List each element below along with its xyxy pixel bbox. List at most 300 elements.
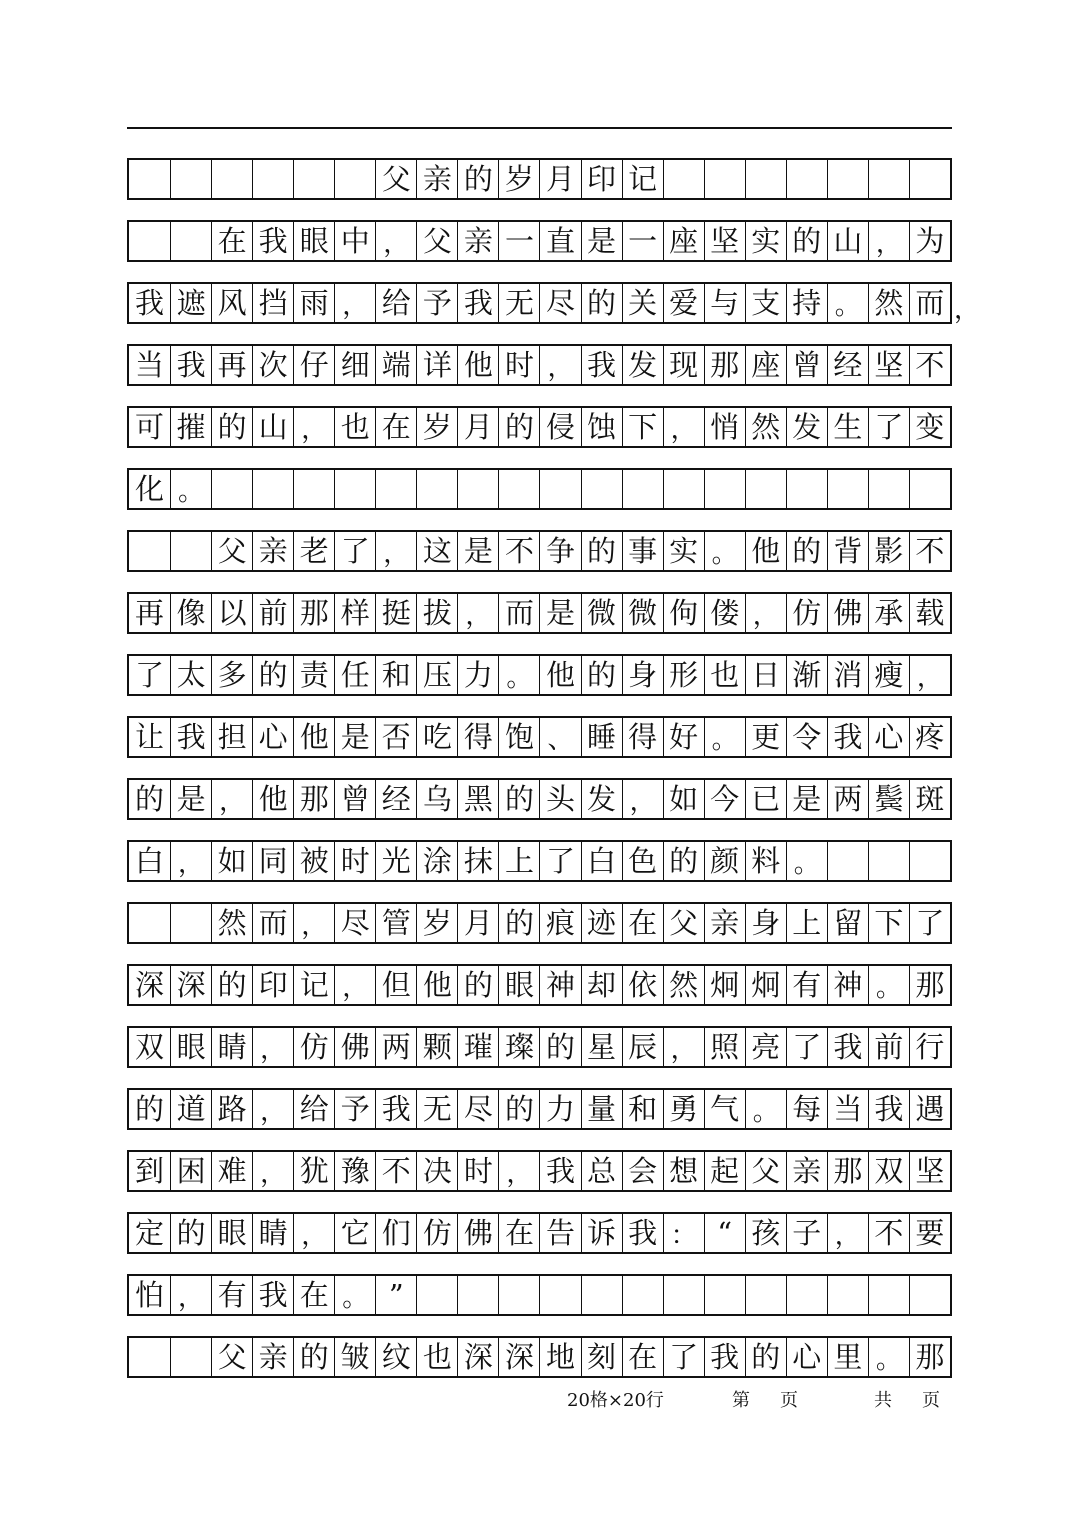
grid-cell: 的: [786, 532, 827, 570]
grid-cell: 身: [622, 656, 663, 694]
grid-cell: 今: [704, 780, 745, 818]
grid-cell: 斑: [909, 780, 950, 818]
grid-cell: 压: [416, 656, 457, 694]
grid-cell: 皱: [334, 1338, 375, 1376]
grid-cell: 被: [293, 842, 334, 880]
grid-cell: 豫: [334, 1152, 375, 1190]
grid-cell: 黑: [457, 780, 498, 818]
grid-cell: ，: [375, 532, 416, 570]
grid-cell: 是: [170, 780, 211, 818]
grid-cell: 微: [622, 594, 663, 632]
grid-cell: 经: [827, 346, 868, 384]
grid-cell: 吃: [416, 718, 457, 756]
grid-cell: [868, 842, 909, 880]
grid-cell: ，: [663, 1028, 704, 1066]
grid-cell: 拔: [416, 594, 457, 632]
grid-cell: 座: [663, 222, 704, 260]
grid-cell: 一: [622, 222, 663, 260]
grid-cell: 总: [581, 1152, 622, 1190]
grid-cell: 给: [293, 1090, 334, 1128]
grid-cell: 山: [827, 222, 868, 260]
grid-cell: 岁: [498, 160, 539, 198]
grid-cell: 了: [663, 1338, 704, 1376]
grid-cell: 上: [786, 904, 827, 942]
grid-cell: 否: [375, 718, 416, 756]
grid-cell: 色: [622, 842, 663, 880]
grid-cell: [909, 1276, 950, 1314]
grid-cell: 尽: [539, 284, 580, 322]
grid-cell: 样: [334, 594, 375, 632]
grid-cell: 中: [334, 222, 375, 260]
grid-cell: 路: [211, 1090, 252, 1128]
grid-cell: 为: [909, 222, 950, 260]
grid-cell: 时: [498, 346, 539, 384]
grid-cell: 孩: [745, 1214, 786, 1252]
grid-cell: 记: [293, 966, 334, 1004]
grid-cell: [827, 160, 868, 198]
grid-cell: 涂: [416, 842, 457, 880]
grid-cell: 行: [909, 1028, 950, 1066]
grid-cell: [129, 904, 170, 942]
grid-cell: 想: [663, 1152, 704, 1190]
grid-cell: 的: [498, 1090, 539, 1128]
grid-cell: 白: [135, 843, 165, 878]
grid-cell: 。: [334, 1276, 375, 1314]
grid-cell: 要: [909, 1214, 950, 1252]
grid-cell: 细: [334, 346, 375, 384]
grid-cell: 怕: [135, 1277, 165, 1312]
grid-cell: ，: [663, 408, 704, 446]
grid-cell: 依: [622, 966, 663, 1004]
page-label-prefix: 第: [732, 1390, 750, 1411]
grid-cell: 一: [498, 222, 539, 260]
grid-cell: [334, 160, 375, 198]
grid-cell: 予: [334, 1090, 375, 1128]
grid-cell: 得: [457, 718, 498, 756]
grid-row: [127, 1212, 952, 1254]
grid-cell: 我: [375, 1090, 416, 1128]
grid-cell: 的: [663, 842, 704, 880]
grid-cell: 亲: [457, 222, 498, 260]
grid-cell: 仿: [786, 594, 827, 632]
grid-row: [127, 406, 952, 448]
grid-cell: 在: [293, 1276, 334, 1314]
grid-cell: ，: [252, 1028, 293, 1066]
grid-cell: 每: [786, 1090, 827, 1128]
grid-cell: 记: [622, 160, 663, 198]
grid-cell: 白: [581, 842, 622, 880]
grid-cell: 当: [827, 1090, 868, 1128]
grid-cell: [498, 470, 539, 508]
grid-cell: 犹: [293, 1152, 334, 1190]
grid-cell: 偻: [704, 594, 745, 632]
grid-cell: 印: [252, 966, 293, 1004]
grid-cell: 起: [704, 1152, 745, 1190]
grid-cell: 坚: [704, 222, 745, 260]
grid-cell: 颗: [416, 1028, 457, 1066]
grid-cell: ，: [498, 1152, 539, 1190]
grid-row: [127, 902, 952, 944]
grid-cell: 不: [868, 1214, 909, 1252]
grid-cell: 神: [539, 966, 580, 1004]
grid-cell: 了: [539, 842, 580, 880]
grid-cell: 雨: [293, 284, 334, 322]
grid-cell: 化: [135, 471, 165, 506]
grid-cell: 父: [745, 1152, 786, 1190]
grid-cell: ，: [293, 408, 334, 446]
grid-cell: 而: [498, 594, 539, 632]
grid-cell: [868, 1276, 909, 1314]
grid-cell: 量: [581, 1090, 622, 1128]
grid-cell: ，: [293, 904, 334, 942]
grid-cell: 实: [663, 532, 704, 570]
grid-cell: 的: [498, 904, 539, 942]
grid-cell: 。: [704, 718, 745, 756]
grid-cell: 次: [252, 346, 293, 384]
grid-cell: 如: [211, 842, 252, 880]
grid-cell: [909, 842, 950, 880]
grid-cell: [827, 1276, 868, 1314]
grid-cell: 我: [252, 1276, 293, 1314]
grid-cell: 。: [868, 1338, 909, 1376]
grid-cell: ，: [170, 1276, 211, 1314]
grid-cell: 、: [539, 718, 580, 756]
grid-cell: 我: [827, 1028, 868, 1066]
grid-cell: 侵: [539, 408, 580, 446]
grid-cell: 父: [663, 904, 704, 942]
grid-cell: [129, 1338, 170, 1376]
grid-cell: 变: [909, 408, 950, 446]
grid-cell: 照: [704, 1028, 745, 1066]
grid-cell: 佛: [827, 594, 868, 632]
grid-cell: ，: [622, 780, 663, 818]
grid-cell: 告: [539, 1214, 580, 1252]
grid-row: [127, 840, 952, 882]
grid-cell: 亲: [252, 1338, 293, 1376]
grid-cell: 双: [135, 1029, 165, 1064]
grid-cell: [375, 470, 416, 508]
grid-cell: 会: [622, 1152, 663, 1190]
grid-cell: 两: [827, 780, 868, 818]
manuscript-grid: [127, 158, 981, 1398]
grid-cell: 父: [375, 160, 416, 198]
grid-cell: ，: [375, 222, 416, 260]
grid-cell: 炯: [745, 966, 786, 1004]
grid-cell: [868, 470, 909, 508]
grid-cell: 了: [868, 408, 909, 446]
grid-cell: ，: [868, 222, 909, 260]
grid-cell: 在: [622, 1338, 663, 1376]
grid-cell: 。: [498, 656, 539, 694]
grid-cell: 了: [786, 1028, 827, 1066]
grid-cell: 前: [868, 1028, 909, 1066]
grid-cell: 的: [457, 160, 498, 198]
grid-cell: 却: [581, 966, 622, 1004]
grid-cell: 给: [375, 284, 416, 322]
grid-cell: 子: [786, 1214, 827, 1252]
grid-cell: 睛: [252, 1214, 293, 1252]
grid-cell: 然: [868, 284, 909, 322]
grid-cell: ，: [211, 780, 252, 818]
grid-cell: 悄: [704, 408, 745, 446]
grid-cell: 尽: [334, 904, 375, 942]
grid-cell: 。: [170, 470, 211, 508]
grid-cell: 的: [293, 1338, 334, 1376]
grid-cell: 是: [581, 222, 622, 260]
grid-cell: 载: [909, 594, 950, 632]
grid-row: [127, 716, 952, 758]
grid-cell: [704, 470, 745, 508]
grid-cell: [704, 160, 745, 198]
grid-cell: ，: [745, 594, 786, 632]
grid-cell: 。: [786, 842, 827, 880]
total-label-prefix: 共: [874, 1390, 892, 1411]
grid-cell: 迹: [581, 904, 622, 942]
grid-cell: 心: [868, 718, 909, 756]
grid-cell: 佝: [663, 594, 704, 632]
grid-cell: 承: [868, 594, 909, 632]
grid-cell: [581, 470, 622, 508]
grid-cell: 如: [663, 780, 704, 818]
grid-cell: [786, 470, 827, 508]
grid-cell: 那: [827, 1152, 868, 1190]
grid-cell: 不: [909, 346, 950, 384]
grid-cell: 任: [334, 656, 375, 694]
grid-cell: [786, 1276, 827, 1314]
grid-cell: 山: [252, 408, 293, 446]
grid-cell: 然: [745, 408, 786, 446]
grid-cell: 背: [827, 532, 868, 570]
grid-cell: ，: [334, 284, 375, 322]
grid-cell: 日: [745, 656, 786, 694]
grid-cell: 的: [170, 1214, 211, 1252]
grid-cell: 的: [211, 408, 252, 446]
grid-cell: 不: [909, 532, 950, 570]
grid-cell: [457, 470, 498, 508]
grid-row: [127, 282, 981, 325]
grid-cell: 父: [211, 1338, 252, 1376]
grid-cell: 实: [745, 222, 786, 260]
grid-cell: 在: [498, 1214, 539, 1252]
grid-cell: 的: [135, 1091, 165, 1126]
grid-row: [127, 1336, 952, 1378]
grid-cell: 眼: [498, 966, 539, 1004]
grid-cell: 我: [868, 1090, 909, 1128]
grid-cell: 了: [909, 904, 950, 942]
grid-cell: 无: [498, 284, 539, 322]
grid-cell: 前: [252, 594, 293, 632]
grid-cell: 们: [375, 1214, 416, 1252]
grid-cell: 再: [211, 346, 252, 384]
grid-cell: 下: [622, 408, 663, 446]
grid-cell: 亲: [704, 904, 745, 942]
grid-cell: 两: [375, 1028, 416, 1066]
grid-cell: 。: [704, 532, 745, 570]
grid-cell: “: [704, 1214, 745, 1252]
grid-cell: 形: [663, 656, 704, 694]
grid-cell: [909, 160, 950, 198]
grid-cell: 辰: [622, 1028, 663, 1066]
grid-cell: 那: [909, 966, 950, 1004]
grid-cell: 留: [827, 904, 868, 942]
grid-cell: [868, 160, 909, 198]
grid-cell: 地: [539, 1338, 580, 1376]
grid-cell: 争: [539, 532, 580, 570]
grid-cell: 岁: [416, 408, 457, 446]
grid-cell: 的: [211, 966, 252, 1004]
grid-cell: 渐: [786, 656, 827, 694]
grid-cell: 那: [909, 1338, 950, 1376]
grid-cell: 的: [457, 966, 498, 1004]
grid-cell: 父: [416, 222, 457, 260]
grid-cell: 璀: [457, 1028, 498, 1066]
grid-cell: 是: [457, 532, 498, 570]
grid-cell: [170, 904, 211, 942]
grid-cell: 鬓: [868, 780, 909, 818]
grid-cell: 与: [704, 284, 745, 322]
grid-cell: 那: [293, 780, 334, 818]
grid-cell: 了: [334, 532, 375, 570]
grid-cell: 刻: [581, 1338, 622, 1376]
grid-cell: 仿: [416, 1214, 457, 1252]
grid-cell: [170, 532, 211, 570]
grid-cell: ”: [375, 1276, 416, 1314]
grid-cell: 的: [581, 532, 622, 570]
grid-cell: 我: [622, 1214, 663, 1252]
grid-cell: 然: [211, 904, 252, 942]
grid-cell: [129, 532, 170, 570]
grid-cell: 里: [827, 1338, 868, 1376]
grid-cell: [211, 470, 252, 508]
grid-cell: 仿: [293, 1028, 334, 1066]
grid-cell: 身: [745, 904, 786, 942]
grid-cell: 发: [786, 408, 827, 446]
grid-cell: 和: [375, 656, 416, 694]
grid-cell: 纹: [375, 1338, 416, 1376]
grid-cell: 也: [334, 408, 375, 446]
grid-row: [127, 592, 952, 634]
grid-cell: 我: [581, 346, 622, 384]
grid-cell: 亮: [745, 1028, 786, 1066]
grid-cell: 我: [704, 1338, 745, 1376]
grid-cell: 是: [786, 780, 827, 818]
grid-cell: 挡: [252, 284, 293, 322]
grid-cell: [170, 1338, 211, 1376]
grid-cell: [170, 222, 211, 260]
page-label-suffix: 页: [780, 1390, 798, 1411]
grid-cell: 支: [745, 284, 786, 322]
grid-cell: 发: [581, 780, 622, 818]
grid-cell: ，: [539, 346, 580, 384]
grid-cell: 在: [211, 222, 252, 260]
grid-cell: 有: [786, 966, 827, 1004]
grid-cell: 多: [211, 656, 252, 694]
grid-cell: 的: [498, 408, 539, 446]
grid-cell: 我: [135, 285, 165, 320]
grid-cell: 气: [704, 1090, 745, 1128]
grid-cell: 道: [170, 1090, 211, 1128]
grid-cell: 时: [334, 842, 375, 880]
grid-row: [127, 158, 952, 200]
grid-cell: 诉: [581, 1214, 622, 1252]
grid-cell: 生: [827, 408, 868, 446]
grid-row: [127, 220, 952, 262]
grid-cell: 父: [211, 532, 252, 570]
total-label-suffix: 页: [922, 1390, 940, 1411]
grid-row: [127, 778, 952, 820]
grid-cell: 遮: [170, 284, 211, 322]
grid-cell: 。: [868, 966, 909, 1004]
grid-cell: 头: [539, 780, 580, 818]
grid-cell: 到: [135, 1153, 165, 1188]
grid-cell: [745, 470, 786, 508]
grid-row: [127, 964, 952, 1006]
grid-cell: 炯: [704, 966, 745, 1004]
grid-cell: 料: [745, 842, 786, 880]
grid-cell: 的: [539, 1028, 580, 1066]
grid-cell: [416, 470, 457, 508]
grid-cell: [211, 160, 252, 198]
grid-row: [127, 654, 952, 696]
grid-cell: [252, 470, 293, 508]
grid-cell: 挺: [375, 594, 416, 632]
grid-cell: 上: [498, 842, 539, 880]
grid-cell: 睡: [581, 718, 622, 756]
grid-cell: 仔: [293, 346, 334, 384]
grid-cell: 的: [252, 656, 293, 694]
grid-cell: 在: [622, 904, 663, 942]
grid-cell: 岁: [416, 904, 457, 942]
grid-cell: 再: [135, 595, 165, 630]
grid-cell: 详: [416, 346, 457, 384]
grid-cell: 颜: [704, 842, 745, 880]
grid-cell: ，: [293, 1214, 334, 1252]
grid-cell: 眼: [170, 1028, 211, 1066]
grid-cell: [663, 160, 704, 198]
grid-cell: 已: [745, 780, 786, 818]
grid-cell: 眼: [211, 1214, 252, 1252]
grid-cell: ，: [909, 656, 950, 694]
grid-cell: 端: [375, 346, 416, 384]
grid-cell: 然: [663, 966, 704, 1004]
grid-cell: 我: [252, 222, 293, 260]
grid-cell: 管: [375, 904, 416, 942]
grid-cell: 是: [334, 718, 375, 756]
grid-cell: 深: [170, 966, 211, 1004]
grid-cell: [745, 160, 786, 198]
grid-cell: ，: [252, 1090, 293, 1128]
grid-cell: [293, 470, 334, 508]
grid-cell: 和: [622, 1090, 663, 1128]
grid-cell: 时: [457, 1152, 498, 1190]
grid-cell: [622, 470, 663, 508]
grid-cell: 我: [827, 718, 868, 756]
grid-cell: [827, 842, 868, 880]
grid-cell: 关: [622, 284, 663, 322]
grid-cell: 他: [745, 532, 786, 570]
grid-cell: 星: [581, 1028, 622, 1066]
grid-cell: 但: [375, 966, 416, 1004]
grid-cell: 璨: [498, 1028, 539, 1066]
grid-cell: ，: [457, 594, 498, 632]
grid-cell: 尽: [457, 1090, 498, 1128]
grid-cell: 疼: [909, 718, 950, 756]
grid-spec: 20格×20行: [567, 1390, 664, 1411]
grid-cell: 令: [786, 718, 827, 756]
grid-cell: 亲: [252, 532, 293, 570]
grid-row: [127, 468, 952, 510]
top-rule: [127, 127, 952, 129]
